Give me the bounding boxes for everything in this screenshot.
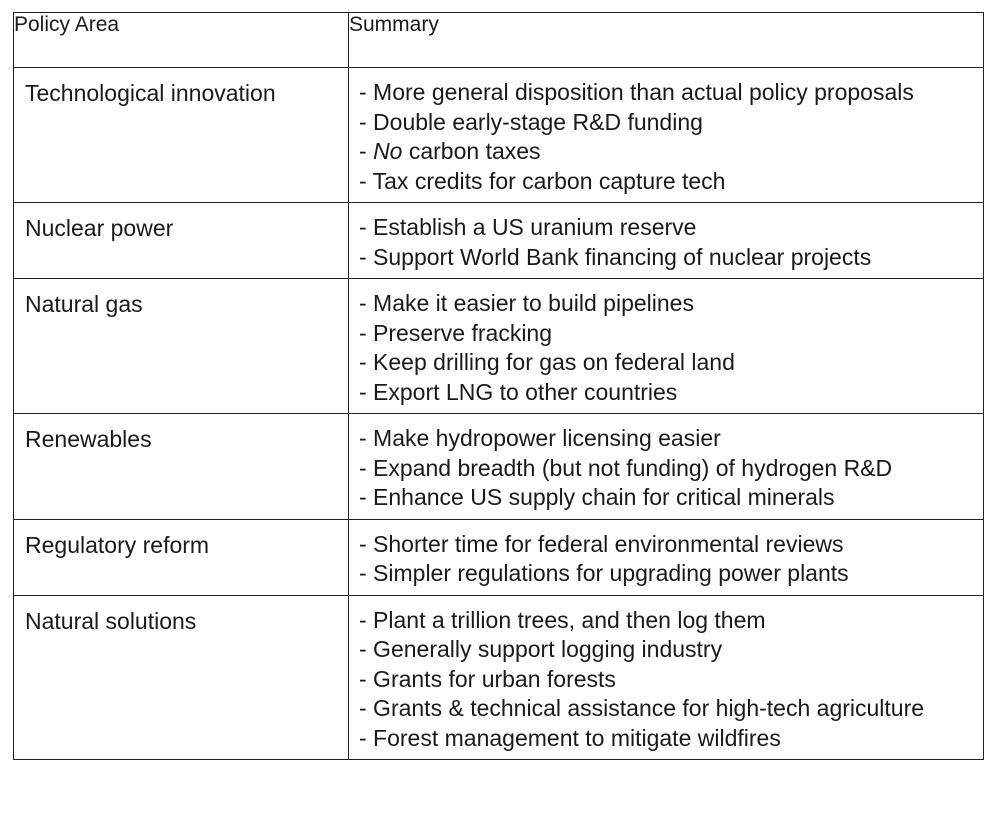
summary-item-prefix: - bbox=[359, 138, 374, 164]
summary-item: - Generally support logging industry bbox=[359, 636, 723, 662]
summary-item: - Expand breadth (but not funding) of hydrogen R&D bbox=[359, 454, 893, 481]
summary-item: - Tax credits for carbon capture tech bbox=[359, 167, 726, 194]
summary-item: - Plant a trillion trees, and then log them bbox=[359, 606, 766, 633]
table-row bbox=[14, 519, 984, 595]
summary-cell bbox=[349, 519, 984, 595]
table-row bbox=[14, 595, 984, 760]
policy-area-cell: Natural solutions bbox=[14, 595, 349, 760]
summary-cell bbox=[349, 203, 984, 279]
policy-area-cell: Natural gas bbox=[14, 279, 349, 414]
summary-cell bbox=[349, 414, 984, 520]
header-row bbox=[14, 13, 984, 68]
summary-item: - Enhance US supply chain for critical minerals bbox=[359, 484, 835, 510]
header-policy-area: Policy Area bbox=[14, 13, 349, 68]
policy-area-cell: Nuclear power bbox=[14, 203, 349, 279]
summary-item: - Grants & technical assistance for high-tech agriculture bbox=[359, 695, 925, 721]
table-row bbox=[14, 414, 984, 520]
table-row bbox=[14, 203, 984, 279]
policy-area-cell: Technological innovation bbox=[14, 68, 349, 203]
policy-table bbox=[13, 12, 984, 760]
summary-item: - Make hydropower licensing easier bbox=[359, 425, 721, 451]
summary-item-emphasis: No bbox=[373, 138, 403, 164]
summary-item: - Forest management to mitigate wildfires bbox=[359, 724, 781, 751]
policy-area-cell: Regulatory reform bbox=[14, 519, 349, 595]
table-row bbox=[14, 68, 984, 203]
summary-item: - Preserve fracking bbox=[359, 319, 553, 346]
summary-item: - More general disposition than actual policy proposals bbox=[359, 79, 914, 105]
summary-item: - Shorter time for federal environmental reviews bbox=[359, 530, 844, 557]
summary-item bbox=[359, 137, 983, 167]
summary-item: - Support World Bank financing of nuclear projects bbox=[359, 243, 872, 270]
summary-item: - Simpler regulations for upgrading power plants bbox=[359, 560, 849, 586]
summary-item: - Make it easier to build pipelines bbox=[359, 290, 694, 316]
header-summary: Summary bbox=[349, 13, 984, 68]
summary-item: - Establish a US uranium reserve bbox=[359, 214, 697, 240]
summary-cell bbox=[349, 279, 984, 414]
summary-item: - Double early-stage R&D funding bbox=[359, 108, 703, 135]
policy-area-cell: Renewables bbox=[14, 414, 349, 520]
summary-item-suffix: carbon taxes bbox=[402, 138, 541, 164]
summary-cell bbox=[349, 595, 984, 760]
summary-item: - Export LNG to other countries bbox=[359, 378, 678, 405]
summary-item: - Keep drilling for gas on federal land bbox=[359, 349, 735, 375]
table-row bbox=[14, 279, 984, 414]
summary-item: - Grants for urban forests bbox=[359, 665, 616, 692]
summary-cell bbox=[349, 68, 984, 203]
